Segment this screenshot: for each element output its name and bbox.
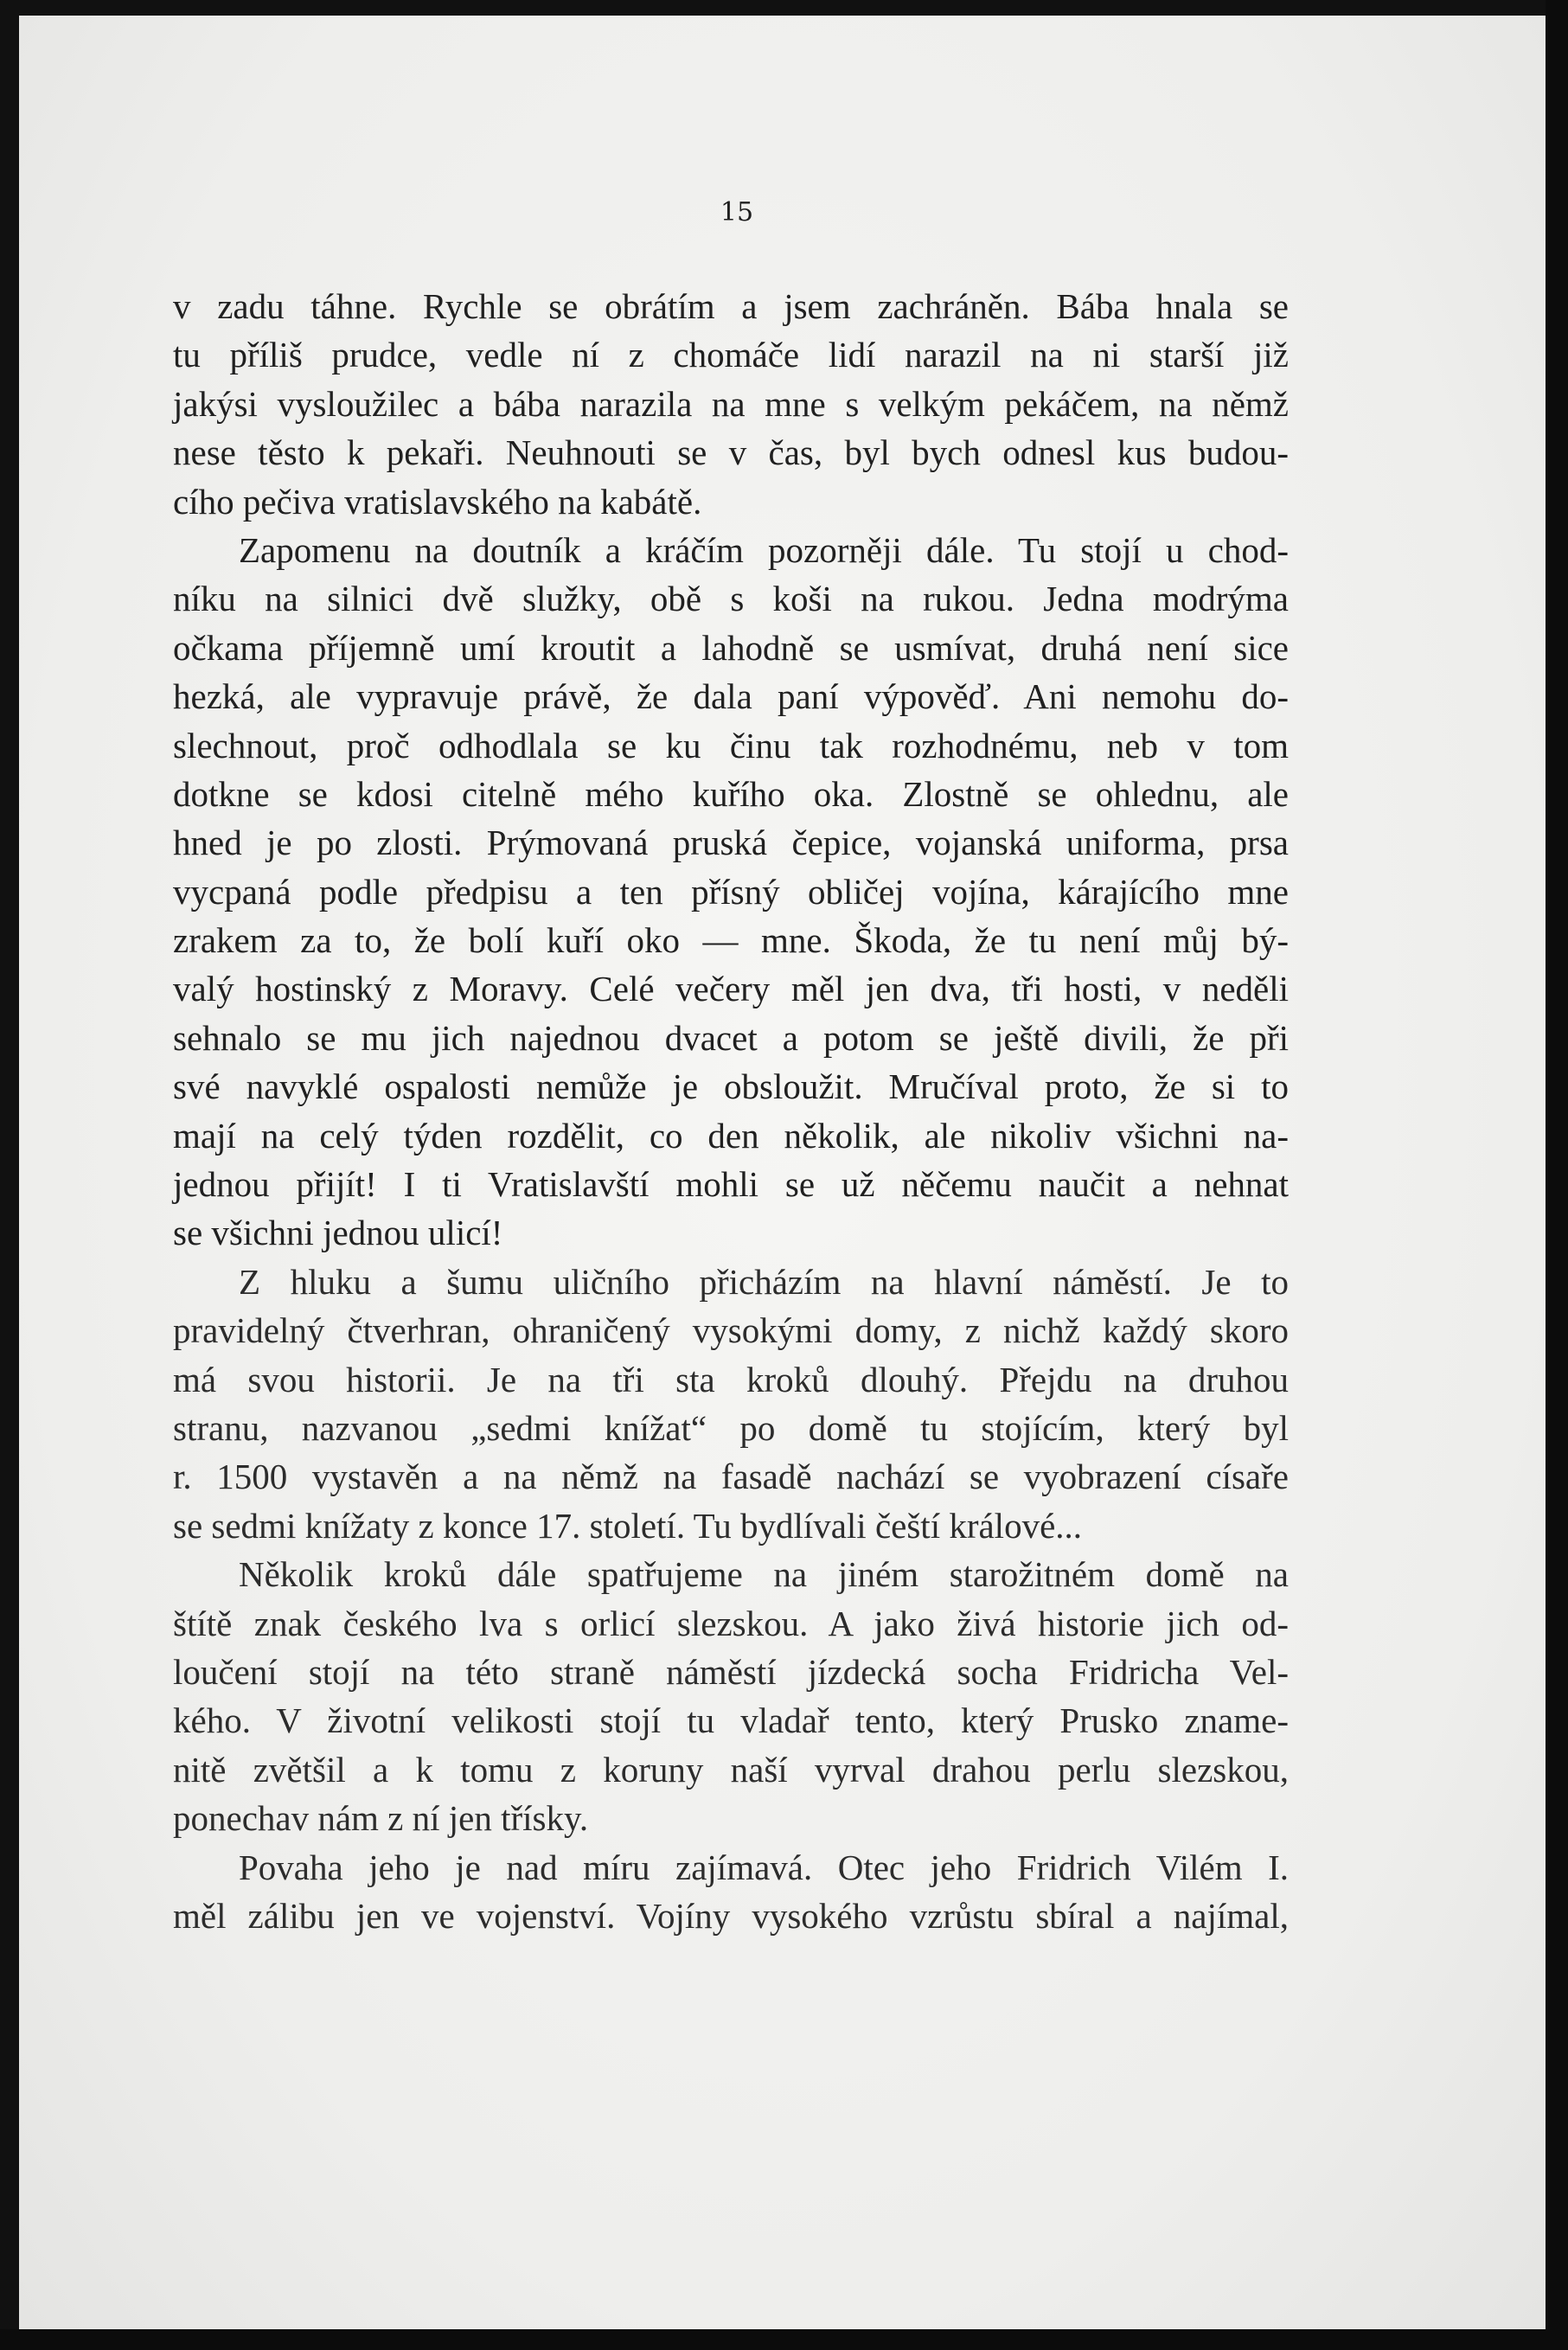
text-line: dotkne se kdosi citelně mého kuřího oka. Zlostně se ohlednu, ale xyxy=(173,773,1289,814)
text-line: Povaha jeho je nad míru zajímavá. Otec jeho Fridrich Vilém I. xyxy=(239,1847,1289,1887)
text-line: loučení stojí na této straně náměstí jízdecká socha Fridricha Vel- xyxy=(173,1651,1289,1692)
text-line: Několik kroků dále spatřujeme na jiném starožitném domě na xyxy=(239,1554,1289,1595)
scan-edge-right xyxy=(1546,0,1568,2350)
text-line: valý hostinský z Moravy. Celé večery měl jen dva, tři hosti, v neděli xyxy=(173,969,1289,1009)
text-line: se všichni jednou ulicí! xyxy=(173,1213,503,1253)
text-line: tu příliš prudce, vedle ní z chomáče lidí narazil na ni starší již xyxy=(173,335,1289,375)
text-line: Zapomenu na doutník a kráčím pozorněji dále. Tu stojí u chod- xyxy=(239,529,1289,570)
text-line: sehnalo se mu jich najednou dvacet a potom se ještě divili, že při xyxy=(173,1017,1289,1058)
text-line: hezká, ale vypravuje právě, že dala paní výpověď. Ani nemohu do- xyxy=(173,676,1289,717)
text-line: níku na silnici dvě služky, obě s koši na rukou. Jedna modrýma xyxy=(173,579,1289,619)
body-text xyxy=(173,282,1289,1940)
page-number: 15 xyxy=(720,197,754,227)
text-line: cího pečiva vratislavského na kabátě. xyxy=(173,481,702,522)
text-line: se sedmi knížaty z konce 17. století. Tu bydlívali čeští králové... xyxy=(173,1505,1083,1546)
text-line: měl zálibu jen ve vojenství. Vojíny vysokého vzrůstu sbíral a najímal, xyxy=(173,1895,1289,1936)
text-line: Z hluku a šumu uličního přicházím na hlavní náměstí. Je to xyxy=(239,1261,1289,1302)
text-line: zrakem za to, že bolí kuří oko — mne. Škoda, že tu není můj bý- xyxy=(173,920,1289,961)
text-line: jakýsi vysloužilec a bába narazila na mne s velkým pekáčem, na němž xyxy=(173,383,1289,424)
text-line: nitě zvětšil a k tomu z koruny naší vyrval drahou perlu slezskou, xyxy=(173,1749,1289,1790)
text-line: hned je po zlosti. Prýmovaná pruská čepice, vojanská uniforma, prsa xyxy=(173,823,1289,863)
text-line: slechnout, proč odhodlala se ku činu tak rozhodnému, neb v tom xyxy=(173,725,1289,765)
text-line: mají na celý týden rozdělit, co den několik, ale nikoliv všichni na- xyxy=(173,1115,1289,1156)
text-line: v zadu táhne. Rychle se obrátím a jsem zachráněn. Bába hnala se xyxy=(173,286,1289,326)
text-line: r. 1500 vystavěn a na němž na fasadě nachází se vyobrazení císaře xyxy=(173,1457,1289,1497)
text-line: štítě znak českého lva s orlicí slezskou. A jako živá historie jich od- xyxy=(173,1603,1289,1643)
text-line: jednou přijít! I ti Vratislavští mohli se už něčemu naučit a nehnat xyxy=(173,1164,1289,1205)
text-line: pravidelný čtverhran, ohraničený vysokými domy, z nichž každý skoro xyxy=(173,1310,1289,1351)
text-line: vycpaná podle předpisu a ten přísný obličej vojína, kárajícího mne xyxy=(173,871,1289,912)
text-line: ponechav nám z ní jen třísky. xyxy=(173,1798,589,1839)
text-line: kého. V životní velikosti stojí tu vladař tento, který Prusko zname- xyxy=(173,1700,1289,1741)
scan-edge-bottom xyxy=(0,2329,1568,2350)
text-line: má svou historii. Je na tři sta kroků dlouhý. Přejdu na druhou xyxy=(173,1359,1289,1399)
text-line: nese těsto k pekaři. Neuhnouti se v čas, byl bych odnesl kus budou- xyxy=(173,432,1289,473)
text-line: stranu, nazvanou „sedmi knížat“ po domě tu stojícím, který byl xyxy=(173,1407,1289,1448)
text-line: očkama příjemně umí kroutit a lahodně se usmívat, druhá není sice xyxy=(173,627,1289,668)
text-line: své navyklé ospalosti nemůže je obsloužit. Mručíval proto, že si to xyxy=(173,1066,1289,1107)
